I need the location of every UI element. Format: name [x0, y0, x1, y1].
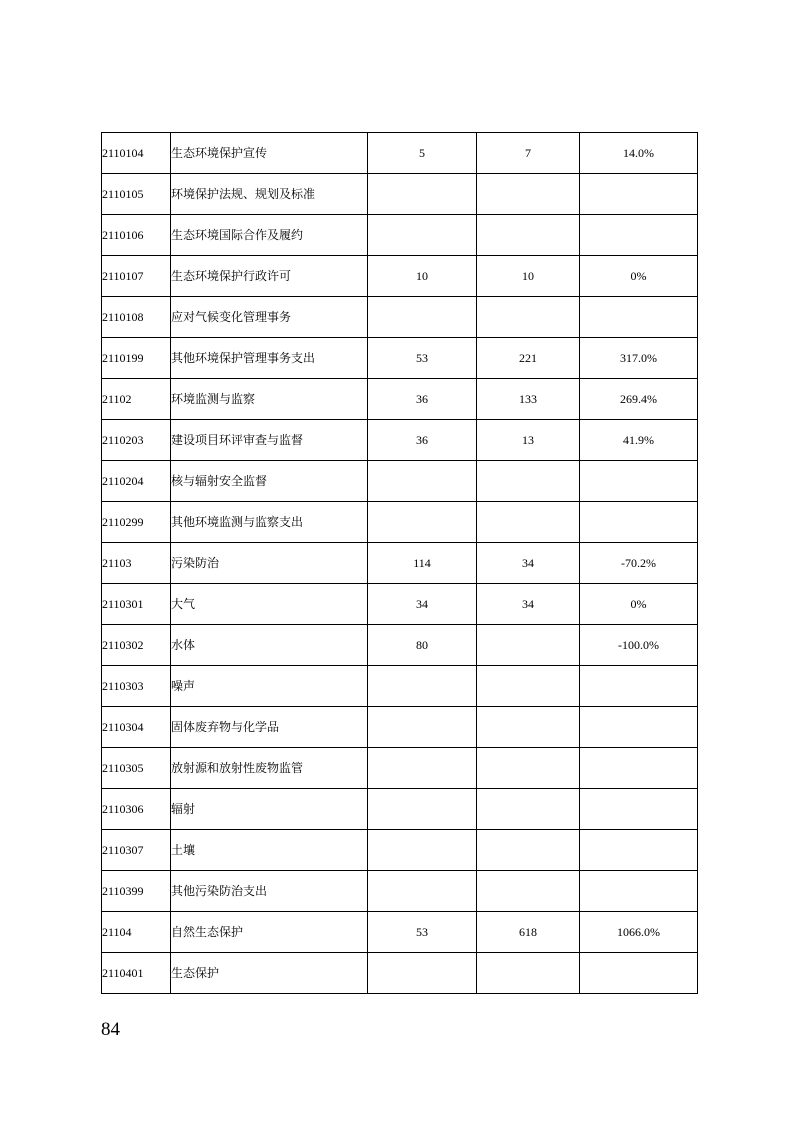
- current-amount-cell: 7: [477, 133, 580, 174]
- subject-code-cell: 2110204: [102, 461, 171, 502]
- subject-name-cell: 水体: [171, 625, 368, 666]
- change-percent-cell: [580, 502, 698, 543]
- subject-code-cell: 2110104: [102, 133, 171, 174]
- prior-amount-cell: [368, 461, 477, 502]
- current-amount-cell: 34: [477, 584, 580, 625]
- table-row: [102, 256, 698, 297]
- prior-amount-cell: 53: [368, 912, 477, 953]
- subject-code-cell: 2110302: [102, 625, 171, 666]
- prior-amount-cell: [368, 174, 477, 215]
- current-amount-cell: 13: [477, 420, 580, 461]
- subject-name-cell: 其他环境保护管理事务支出: [171, 338, 368, 379]
- table-row: [102, 502, 698, 543]
- subject-code-cell: 2110199: [102, 338, 171, 379]
- subject-name-cell: 环境保护法规、规划及标准: [171, 174, 368, 215]
- subject-code-cell: 21104: [102, 912, 171, 953]
- subject-code-cell: 2110304: [102, 707, 171, 748]
- table-row: [102, 174, 698, 215]
- current-amount-cell: [477, 666, 580, 707]
- current-amount-cell: [477, 953, 580, 994]
- prior-amount-cell: [368, 666, 477, 707]
- change-percent-cell: [580, 666, 698, 707]
- subject-code-cell: 2110108: [102, 297, 171, 338]
- subject-code-cell: 21102: [102, 379, 171, 420]
- subject-code-cell: 21103: [102, 543, 171, 584]
- subject-name-cell: 其他环境监测与监察支出: [171, 502, 368, 543]
- subject-code-cell: 2110401: [102, 953, 171, 994]
- table-row: [102, 420, 698, 461]
- change-percent-cell: -70.2%: [580, 543, 698, 584]
- budget-table: [101, 132, 698, 994]
- subject-name-cell: 其他污染防治支出: [171, 871, 368, 912]
- subject-code-cell: 2110303: [102, 666, 171, 707]
- change-percent-cell: [580, 215, 698, 256]
- current-amount-cell: [477, 461, 580, 502]
- subject-name-cell: 固体废弃物与化学品: [171, 707, 368, 748]
- change-percent-cell: 0%: [580, 256, 698, 297]
- subject-name-cell: 污染防治: [171, 543, 368, 584]
- prior-amount-cell: 36: [368, 420, 477, 461]
- table-row: [102, 666, 698, 707]
- current-amount-cell: [477, 502, 580, 543]
- subject-code-cell: 2110106: [102, 215, 171, 256]
- current-amount-cell: 133: [477, 379, 580, 420]
- change-percent-cell: [580, 461, 698, 502]
- current-amount-cell: [477, 297, 580, 338]
- table-row: [102, 543, 698, 584]
- change-percent-cell: 269.4%: [580, 379, 698, 420]
- table-row: [102, 461, 698, 502]
- prior-amount-cell: 10: [368, 256, 477, 297]
- subject-name-cell: 环境监测与监察: [171, 379, 368, 420]
- subject-code-cell: 2110307: [102, 830, 171, 871]
- current-amount-cell: [477, 707, 580, 748]
- current-amount-cell: [477, 871, 580, 912]
- table-row: [102, 379, 698, 420]
- subject-name-cell: 辐射: [171, 789, 368, 830]
- table-row: [102, 748, 698, 789]
- prior-amount-cell: [368, 748, 477, 789]
- change-percent-cell: [580, 953, 698, 994]
- subject-name-cell: 放射源和放射性废物监管: [171, 748, 368, 789]
- subject-code-cell: 2110305: [102, 748, 171, 789]
- prior-amount-cell: [368, 215, 477, 256]
- change-percent-cell: 0%: [580, 584, 698, 625]
- subject-name-cell: 噪声: [171, 666, 368, 707]
- current-amount-cell: [477, 830, 580, 871]
- table-row: [102, 338, 698, 379]
- change-percent-cell: [580, 748, 698, 789]
- table-row: [102, 625, 698, 666]
- subject-code-cell: 2110301: [102, 584, 171, 625]
- prior-amount-cell: 80: [368, 625, 477, 666]
- subject-name-cell: 建设项目环评审查与监督: [171, 420, 368, 461]
- subject-code-cell: 2110306: [102, 789, 171, 830]
- subject-code-cell: 2110299: [102, 502, 171, 543]
- table-row: [102, 215, 698, 256]
- current-amount-cell: 618: [477, 912, 580, 953]
- change-percent-cell: 1066.0%: [580, 912, 698, 953]
- current-amount-cell: 34: [477, 543, 580, 584]
- change-percent-cell: [580, 174, 698, 215]
- subject-name-cell: 大气: [171, 584, 368, 625]
- subject-name-cell: 生态环境国际合作及履约: [171, 215, 368, 256]
- prior-amount-cell: [368, 297, 477, 338]
- table-row: [102, 830, 698, 871]
- prior-amount-cell: [368, 830, 477, 871]
- current-amount-cell: [477, 748, 580, 789]
- current-amount-cell: 221: [477, 338, 580, 379]
- subject-name-cell: 生态环境保护宣传: [171, 133, 368, 174]
- prior-amount-cell: [368, 953, 477, 994]
- table-row: [102, 297, 698, 338]
- prior-amount-cell: 34: [368, 584, 477, 625]
- subject-code-cell: 2110399: [102, 871, 171, 912]
- change-percent-cell: 14.0%: [580, 133, 698, 174]
- subject-name-cell: 生态环境保护行政许可: [171, 256, 368, 297]
- change-percent-cell: [580, 707, 698, 748]
- subject-code-cell: 2110105: [102, 174, 171, 215]
- subject-name-cell: 应对气候变化管理事务: [171, 297, 368, 338]
- subject-code-cell: 2110203: [102, 420, 171, 461]
- prior-amount-cell: 5: [368, 133, 477, 174]
- current-amount-cell: [477, 789, 580, 830]
- change-percent-cell: [580, 297, 698, 338]
- budget-table-body: [102, 133, 698, 994]
- change-percent-cell: [580, 871, 698, 912]
- subject-code-cell: 2110107: [102, 256, 171, 297]
- subject-name-cell: 自然生态保护: [171, 912, 368, 953]
- change-percent-cell: -100.0%: [580, 625, 698, 666]
- prior-amount-cell: 53: [368, 338, 477, 379]
- current-amount-cell: 10: [477, 256, 580, 297]
- table-row: [102, 871, 698, 912]
- table-row: [102, 912, 698, 953]
- current-amount-cell: [477, 215, 580, 256]
- change-percent-cell: [580, 789, 698, 830]
- table-row: [102, 707, 698, 748]
- subject-name-cell: 土壤: [171, 830, 368, 871]
- prior-amount-cell: [368, 871, 477, 912]
- current-amount-cell: [477, 174, 580, 215]
- prior-amount-cell: [368, 502, 477, 543]
- page-number: 84: [101, 1019, 120, 1040]
- table-row: [102, 584, 698, 625]
- prior-amount-cell: [368, 789, 477, 830]
- prior-amount-cell: [368, 707, 477, 748]
- prior-amount-cell: 114: [368, 543, 477, 584]
- current-amount-cell: [477, 625, 580, 666]
- change-percent-cell: 41.9%: [580, 420, 698, 461]
- change-percent-cell: [580, 830, 698, 871]
- change-percent-cell: 317.0%: [580, 338, 698, 379]
- table-row: [102, 789, 698, 830]
- table-row: [102, 133, 698, 174]
- table-row: [102, 953, 698, 994]
- prior-amount-cell: 36: [368, 379, 477, 420]
- subject-name-cell: 核与辐射安全监督: [171, 461, 368, 502]
- subject-name-cell: 生态保护: [171, 953, 368, 994]
